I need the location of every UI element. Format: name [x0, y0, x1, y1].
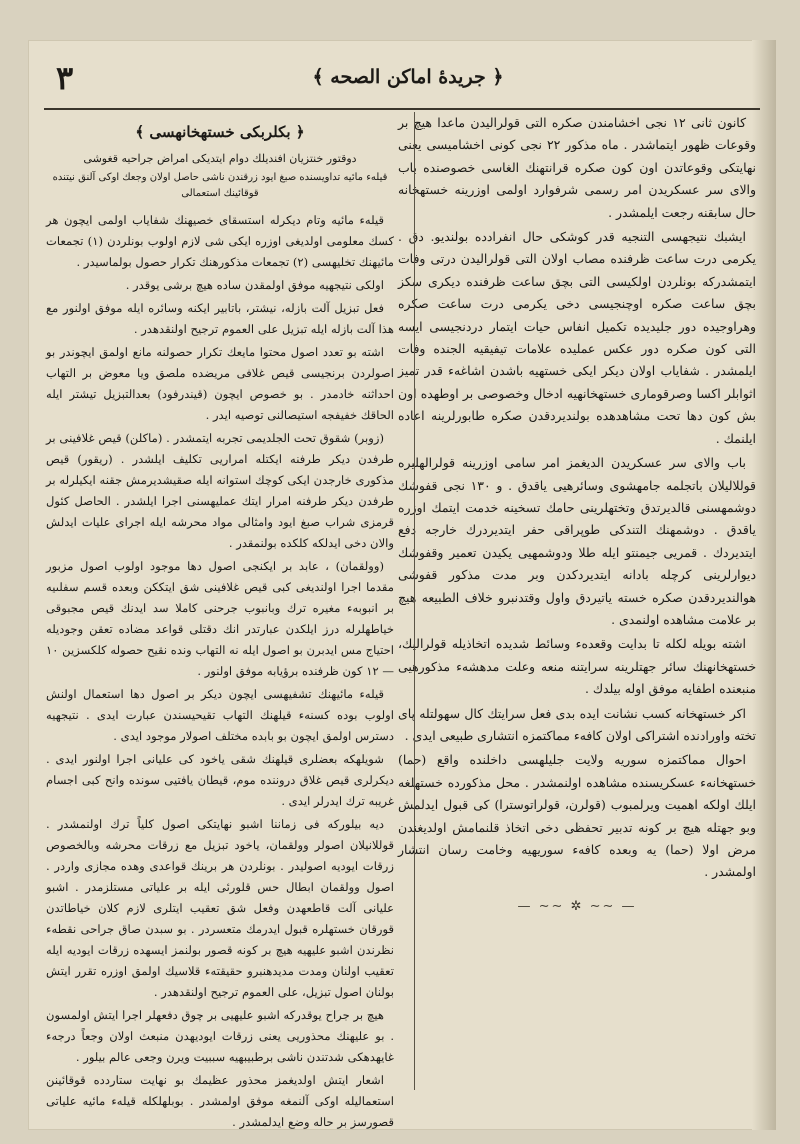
section-title: ﴿ بكلربكى خستهخانهسى ﴾	[135, 123, 305, 141]
column-divider	[414, 112, 415, 1090]
right-paragraph: ايشبك نتيجهسى التنجيه قدر كوشكى حال انفرادده بولنديو. دق . يكرمى درت ساعت ظرفنده مصاب اولان التى قولراليدن درتى وفات ايتمشدركه بونلردن اولكيسى التى بچق ساعت ظرفنده ديكرى سكز بچق ساعت صكره اوچنجيسى دخى يكرمى درت ساعت صكره وهراوجيده دور جليديده تكميل انفاس حيات ايتمار دردنجيسى ايسه التى كون صكره دور عكس عمليده علامات تيفيقيه الجنده وفات ايلمشدر . شفاياب اولان ديكر ايكى خستهيه باشدن اشاغهء قدر تميز اثوابلر اكسا وصرقومارى خستهخانهيه ادخال وخصوصى بر اوطهده اون بش كون دها تحت مشاهدهده بولنديردقدن صكره طابورلرينه اعاده ايلنمك .	[398, 229, 756, 446]
page-header	[28, 58, 776, 102]
left-paragraph: اولكى نتيجهيه موفق اولمقدن ساده هيچ برشى يوقدر .	[125, 278, 384, 292]
section-subtitle: دوقتور خنتزيان افنديلك دوام ايتديكى امراض جراحيه قغوشى	[83, 152, 357, 165]
left-paragraph: قيلهء مائيه وتام ديكرله استسقاى خصيهنك شفاياب اولمى ايچون هر كسك معلومى اولديغى اوزره ايكى شى لازم اولوب بونلردن (١) تجمعات مائيهنك تخليهسى (٢) تجمعات مذكورهنك تكرار حصول بولماسيدر .	[46, 213, 394, 269]
left-paragraph: اشته بو تعدد اصول محتوا مايعك تكرار حصولنه مانع اولمق ايچوندر بو اصولردن برنجيسى قيص غلافى مريضده ملصق ويا معوض بر التهاب احداثنه خادمدر . بو خصوص ايچون (قيندرفود) بعدالتبزيل تيشتر ايله الحاقك خفيفجه استيصالنى توصيه ايدر .	[46, 345, 394, 422]
header-rule	[44, 108, 760, 110]
left-paragraph: (وولقمان) ، عابد بر ايكنجى اصول دها موجود اولوب اصول مزبور مقدما اجرا اولنديغى كبى قيص غلافينى شق ايتككن وبعده قسم سفلىيه بر انبوبهء مغيره ترك وبانبوب جرحنى كاملا سد ايدنك قيص مجبوقى خياطهلرله درز ايلكدن عبارتدر انك دقتلى قواعد مضاده تعقن وجوديله احتياج مس ايدبرن بو اصول ايله نه التهاب ونده نقيح حصوله كلكسزين ١٠ — ١٢ كون ظرفنده برؤيابه موفق اولنور .	[45, 559, 394, 678]
left-paragraph: اشعار ايتش اولديغمز محذور عظيمك بو نهايت ستاردده قوقائينن استعماليله اوكى آلنمغه موفق اولمشدر . بوبلهلكله قيلهء مائيه علياتى قصورسز بر حاله وضع ايدلمشدر .	[46, 1073, 394, 1129]
left-column	[45, 112, 394, 1129]
right-paragraph: كانون ثانى ١٢ نجى اخشامندن صكره التى قولراليدن ماعدا هيچ بر وقوعات ظهور ايتماشدر . ماه مذكور ٢٢ نجى كونى اخشاميسى يعنى نهايتكى وقوعاتدن اون كون صكره قرانتهنك الغاسى خصوصنده باب والاى سر عسكريدن امر رسمى شرفوارد اولمى اوزرينه خستهخانه حال سابقنه رجعت ايلمشدر .	[398, 115, 756, 220]
left-paragraph: (زوبر) شقوق تحت الجلديمى تجربه ايتمشدر . (ماكلن) قيص غلافينى بر طرفدن ديكر طرفنه ايكتله امراريى تكليف ايلشدر . (ريقور) قيص مذكورى خارجدن ايكى كوچك استوانه ايله صقيشديرمش جقنه ايكيلرله بر طرفدن ديكر طرفنه امرار ايتك عمليهسنى اجرا ايلشدر . الحاصل كئول قرمزى شراب صبغ ايود وامثالى مواد محرشه ايله اجراى عليات ايدلش والان دخى ايدلكه كلكده بولنمقدر .	[46, 431, 394, 550]
left-paragraph: قيلهء مائيهنك تشفيهسى ايچون ديكر بر اصول دها استعمال اولنش اولوب بوده كسنهء قيلهنك التهاب تقيحيسندن عبارت ايدى . نتيجهيه دسترس اولمق ايچون بو بابده مختلف اصولار موجود ايدى .	[46, 687, 394, 743]
page-number: ٣	[56, 59, 74, 97]
running-title: ﴿ جريدهٔ اماكن الصحه ﴾	[312, 66, 504, 88]
section-subtitle-secondary: قيلهء مائيه تداويسنده صبغ ايود زرقندن ناشى حاصل اولان وجعك اوكى آلنق نيتنده قوقائينك استعمالى	[52, 172, 388, 199]
right-paragraph: احوال مماكتمزه سوريه ولايت جليلهسى داخلنده واقع (حما) خستهخانهء عسكريسنده مشاهده اولنمشدر . محل مذكورده خستهلغه ايلك اولكه اهميت ويرلمبوب (قولرن، قولراتوسترا) كى قبول ايدلمش وبو جهتله هيچ بر كونه تدبير تحفظى دخى اتخاذ قلنمامش اولديغندن مرض اولا (حما) يه وبعده كافهء سوريهيه وخامت رسان انتشار اولمشدر .	[398, 752, 756, 880]
left-paragraph: هيچ بر جراح يوقدركه اشبو عليهيى بر چوق دفعهلر اجرا ايتش اولمسون . بو عليهنك محذوريى يعنى زرقات ايوديهدن منبعث اولان وجعاً درجهء غايهدهكى شدتندن ناشى برطبيبهيه سببيت ويرن وجعى عالم بيلور .	[46, 1008, 394, 1064]
right-paragraph: باب والاى سر عسكريدن الديغمز امر سامى اوزرينه قولرالهليره قوللاليلان باتجلمه جامهشوى وسائرهيى ياقدق . و ١٣٠ نجى قفوشك دوشمهسنى قالديرتدق وتختهلرينى حامك تسخينه خدمت ايتمك اوزره ياقدق . دوشمهنك التندكى طوپراقى حفر ايتديردرك خارجه دفع ايتديردك . قمريى جيمنتو ايله طلا ودوشمهيى يكيدن تعمير وقفوشك ديوارلرينى كرچله بادانه ايتديردكدن وبر مدت مذكور قفوشى هوالنديردقدن صكره خسته ياتيردق واول وقتدنبرو خلاف الطبيعه هيچ بر علامت مشاهده اولنمدى .	[398, 455, 756, 627]
newspaper-page	[28, 40, 776, 1130]
left-paragraph: فعل تبزيل آلت بازله، نيشتر، باتابير ايكنه وسائره ايله موفق اولنور مع هذا آلت بازله ايله تبزيل على العموم ترجيح اولنقدهدر .	[46, 301, 394, 336]
left-paragraph: شويلهكه بعضلرى قيلهنك شقى ياخود كى عليانى اجرا اولنور ايدى . ديكرلرى قيص غلاق دروننده موم، قيطان يافتيى سونده وانح كبى اجسام غريبه ترك ايدرلر ايدى .	[46, 752, 394, 808]
right-paragraph: اشته بويله لكله تا بدايت وقعدهء وسائط شديده اتخاذيله قولراليك، خستهخانهنك سائر جهتلرينه سرايتنه منعه وعلت مدهشهء مذكورهيى منبعنده اطفايه موفق اوله بيلدك .	[398, 636, 756, 697]
column-end-ornament: — ∽∽ ✲ ∽∽ —	[517, 898, 637, 914]
right-column	[398, 112, 756, 1110]
left-paragraph: ديه بيلوركه فى زماننا اشبو نهايتكى اصول كلياً ترك اولنمشدر . قوللانيلان اصولر وولقمان، ياخود تبزيل مع زرقات محرشه وبالخصوص زرقات ايوديه اصوليدر . بونلردن هر برينك قواعدى وهده مجازى واردر . اصول وولقمان ابطال حس قلورئى ايله بر علياتى مستلزمدر . اشبو عليانى آلت قاطعهدن وفعل شق تعقيب ايتلرى لازم كلان خياطاتدن قورقان خستهلره قبول ايدرمك متعسردر . بو سبدن صاق جراحى نقطهء نظرندن اشبو عليهيه هيچ بر كونه قصور بولنمز ايسهده زرقات ايوديه ايله تعقيب اولنان ومدت مديدهنبرو حقيقتهء قلاسيك اولمق اوزره تقرر ايتش بولنان اصول تبزيل، على العموم ترجيح اولنقدهدر .	[46, 817, 394, 999]
right-paragraph: اكر خستهخانه كسب نشانت ايده بدى فعل سرايتك كال سهولتله پاى تخته واورادنده اشتراكى اولان كافهء مماكتمزه انتشارى طبيعى ايدى .	[398, 705, 756, 743]
